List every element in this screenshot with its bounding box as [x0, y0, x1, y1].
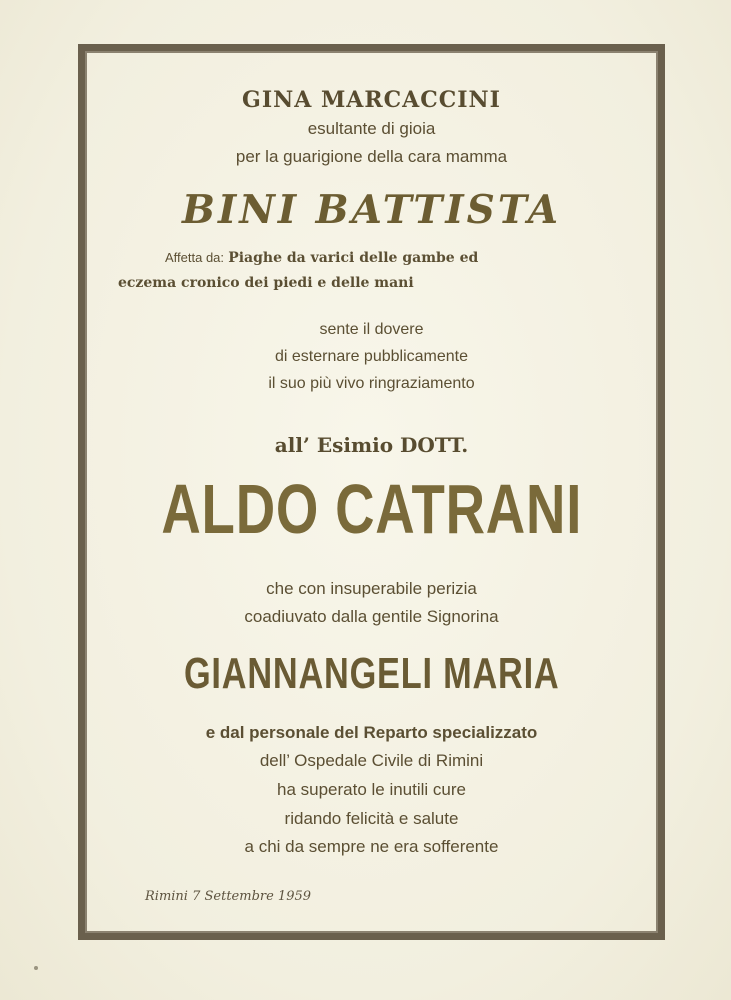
line-perizia: che con insuperabile perizia: [266, 579, 477, 598]
sender-name: GINA MARCACCINI: [242, 87, 501, 113]
line-dovere: sente il dovere: [319, 321, 424, 338]
line-felicita: ridando felicità e salute: [284, 809, 459, 828]
doctor-name: ALDO CATRANI: [161, 470, 582, 548]
paper-speck: [34, 966, 38, 970]
line-cure: ha superato le inutili cure: [276, 780, 466, 799]
line-esternare: di esternare pubblicamente: [274, 348, 468, 365]
line-sofferente: a chi da sempre ne era sofferente: [244, 837, 499, 856]
notice-date: Rimini 7 Settembre 1959: [145, 889, 312, 904]
line-reparto: e dal personale del Reparto specializzato: [205, 723, 538, 742]
line-coadiuvato: coadiuvato dalla gentile Signorina: [244, 607, 499, 626]
line-affetta: [165, 249, 478, 266]
notice-content: [85, 51, 658, 933]
line-esimio-dott: all’ Esimio DOTT.: [274, 433, 469, 457]
assistant-name: GIANNANGELI MARIA: [183, 649, 560, 698]
line-ospedale: dell’ Ospedale Civile di Rimini: [259, 751, 484, 770]
line-guarigione: per la guarigione della cara mamma: [235, 147, 508, 166]
patient-name: BINI BATTISTA: [182, 187, 561, 233]
affetta-condition: Piaghe da varici delle gambe ed: [228, 250, 479, 266]
line-ringraziamento: il suo più vivo ringraziamento: [268, 375, 475, 392]
line-eczema: eczema cronico dei piedi e delle mani: [118, 275, 414, 291]
affetta-prefix: Affetta da:: [165, 250, 225, 265]
line-esultante: esultante di gioia: [307, 119, 436, 138]
